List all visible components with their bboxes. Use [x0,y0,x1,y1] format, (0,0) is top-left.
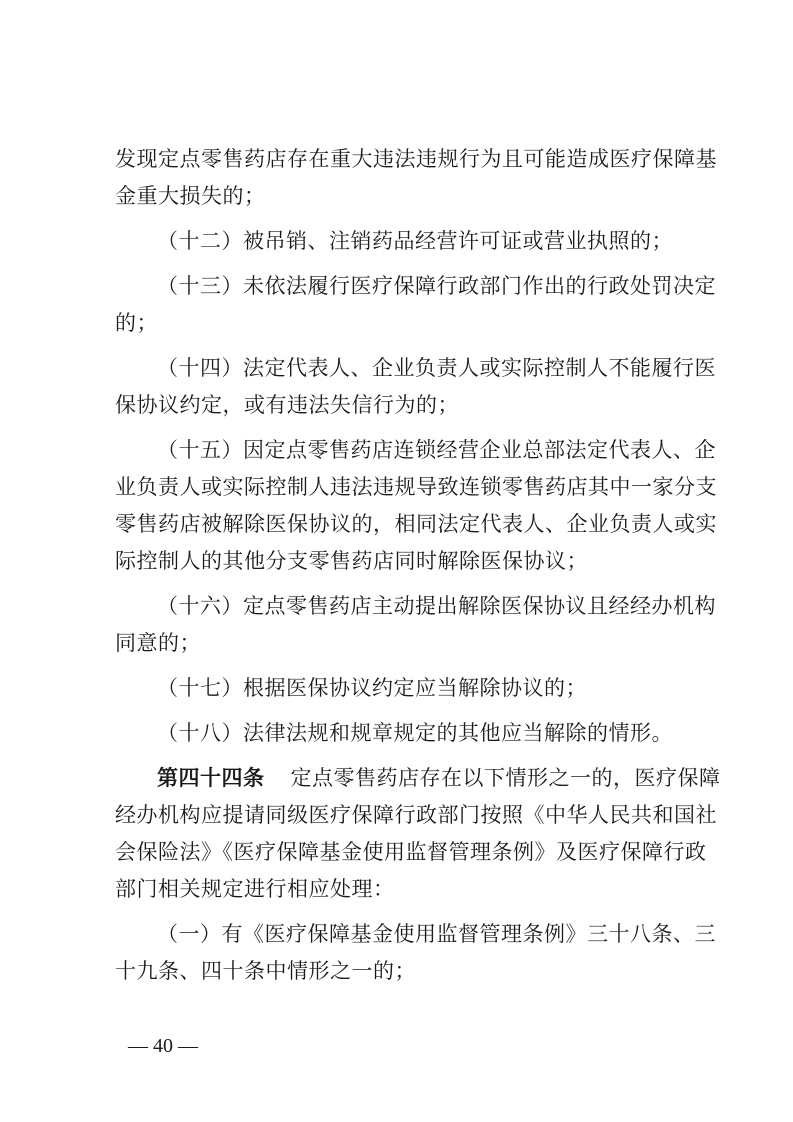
line-text: 的； [115,311,158,335]
article-number: 第四十四条 [157,766,265,790]
paragraph-gap [115,342,705,350]
text-line [115,432,716,469]
line-text: 业负责人或实际控制人违法违规导致连锁零售药店其中一家分支 [115,475,717,499]
line-text: 会保险法》《医疗保障基金使用监督管理条例》及医疗保障行政 [115,840,707,864]
line-text: 部门相关规定进行相应处理： [115,877,395,901]
text-line [115,223,705,260]
line-text: 发现定点零售药店存在重大违法违规行为且可能造成医疗保障基 [115,147,717,171]
text-line [115,953,705,990]
text-line [115,543,705,580]
line-text: （十六）定点零售药店主动提出解除医保协议且经经办机构 [157,594,716,618]
text-line [115,625,705,662]
text-line [115,350,716,387]
text-line [115,506,717,543]
line-text: 定点零售药店存在以下情形之一的，医疗保障 [290,766,721,790]
text-line [115,305,705,342]
text-line [115,178,705,215]
line-text: （十三）未依法履行医疗保障行政部门作出的行政处罚决定 [157,274,716,298]
document-body [115,141,721,990]
line-text: 零售药店被解除医保协议的，相同法定代表人、企业负责人或实 [115,512,717,536]
text-line [115,916,716,953]
line-text: （一）有《医疗保障基金使用监督管理条例》三十八条、三 [157,922,716,946]
paragraph-gap [115,752,705,760]
line-text: 同意的； [115,631,201,655]
paragraph-gap [115,424,705,432]
line-text: （十八）法律法规和规章规定的其他应当解除的情形。 [157,721,673,745]
text-line [115,469,717,506]
text-line [115,268,716,305]
paragraph-gap [115,707,705,715]
line-text: （十四）法定代表人、企业负责人或实际控制人不能履行医 [157,356,716,380]
line-text: 金重大损失的； [115,184,266,208]
line-text: 际控制人的其他分支零售药店同时解除医保协议； [115,549,588,573]
text-line [115,834,705,871]
line-text: 经办机构应提请同级医疗保障行政部门按照《中华人民共和国社 [115,803,717,827]
page-number: — 40 — [128,1035,198,1057]
text-line [115,670,705,707]
line-text: （十五）因定点零售药店连锁经营企业总部法定代表人、企 [157,438,716,462]
line-text: 十九条、四十条中情形之一的； [115,959,416,983]
text-line [115,715,705,752]
line-text: （十二）被吊销、注销药品经营许可证或营业执照的； [157,229,673,253]
paragraph-gap [115,215,705,223]
paragraph-gap [115,260,705,268]
paragraph-gap [115,908,705,916]
line-text: 保协议约定，或有违法失信行为的； [115,393,459,417]
text-line [115,760,721,797]
text-line [115,871,705,908]
text-line [115,387,705,424]
text-line [115,141,717,178]
text-line [115,797,717,834]
paragraph-gap [115,580,705,588]
paragraph-gap [115,662,705,670]
text-line [115,588,716,625]
line-text: （十七）根据医保协议约定应当解除协议的； [157,676,587,700]
